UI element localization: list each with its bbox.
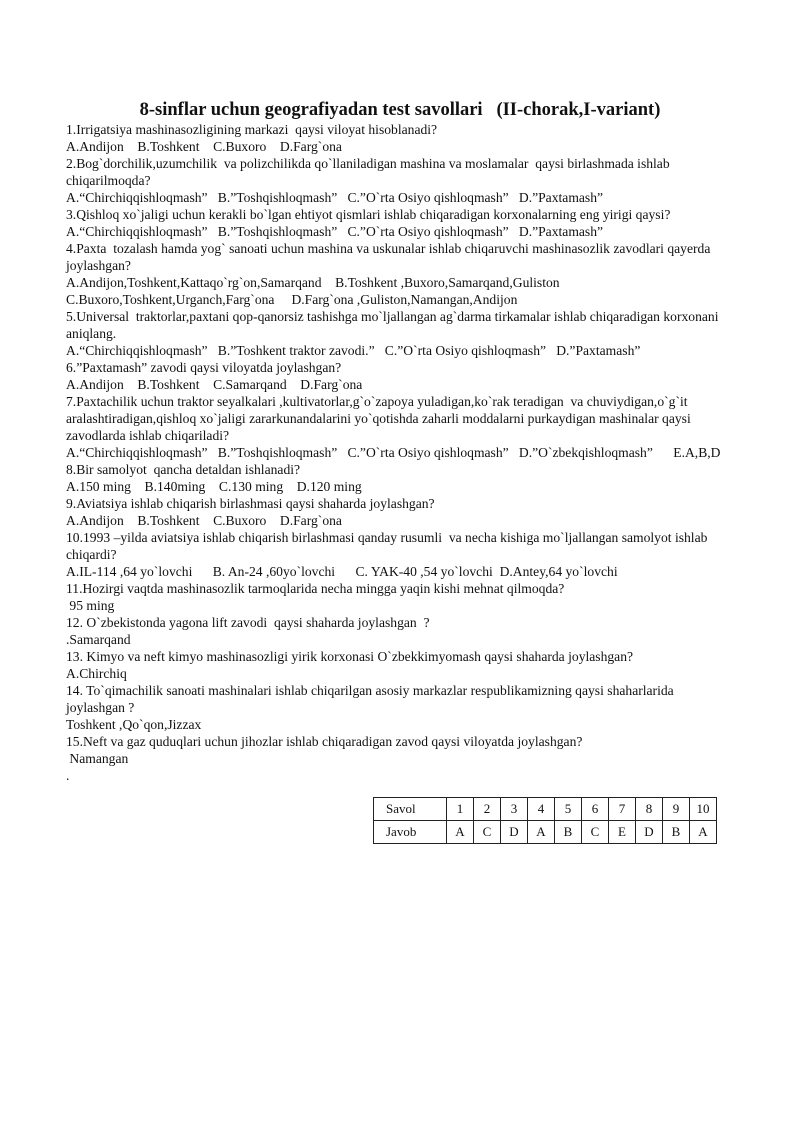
text-line: 13. Kimyo va neft kimyo mashinasozligi yirik korxonasi O`zbekkimyomash qaysi shaharda joylashgan? [66,649,634,664]
text-line: A.“Chirchiqqishloqmash” B.”Toshqishloqmash” C.”O`rta Osiyo qishloqmash” D.”O`zbekqishloqmash” E.A,B,D [66,445,721,460]
question-number-cell: 10 [690,798,717,821]
text-line: A.150 ming B.140ming C.130 ming D.120 ming [66,479,362,494]
question-number-cell: 5 [555,798,582,821]
answer-cell: C [582,821,609,844]
row-label-savol: Savol [374,798,447,821]
text-line: A.Chirchiq [66,666,127,681]
answer-row [374,821,717,844]
text-line: chiqardi? [66,547,117,562]
answer-cell: D [636,821,663,844]
question-number-row [374,798,717,821]
text-line: 15.Neft va gaz quduqlari uchun jihozlar ishlab chiqaradigan zavod qaysi viloyatda joylashgan? [66,734,583,749]
answer-key-table [373,797,717,844]
text-line: . [66,768,70,783]
answer-cell: C [474,821,501,844]
question-number-cell: 3 [501,798,528,821]
text-line: aralashtiradigan,qishloq xo`jaligi zararkunandalarini yo`qotishda zaharli moddalarni purkaydigan mashinalar qaysi [66,411,691,426]
question-number-cell: 9 [663,798,690,821]
text-line: 8.Bir samolyot qancha detaldan ishlanadi? [66,462,301,477]
text-line: A.Andijon B.Toshkent C.Buxoro D.Farg`ona [66,513,342,528]
question-number-cell: 4 [528,798,555,821]
text-line: Namangan [66,751,129,766]
text-line: A.Andijon B.Toshkent C.Buxoro D.Farg`ona [66,139,342,154]
answer-cell: A [690,821,717,844]
question-number-cell: 8 [636,798,663,821]
answer-cell: A [447,821,474,844]
text-line: 11.Hozirgi vaqtda mashinasozlik tarmoqlarida necha mingga yaqin kishi mehnat qilmoqda? [66,581,565,596]
text-line: 12. O`zbekistonda yagona lift zavodi qaysi shaharda joylashgan ? [66,615,430,630]
text-line: joylashgan? [66,258,131,273]
text-line: 14. To`qimachilik sanoati mashinalari ishlab chiqarilgan asosiy markazlar respublikamizning qaysi shaharlarida [66,683,674,698]
text-line: A.Andijon,Toshkent,Kattaqo`rg`on,Samarqand B.Toshkent ,Buxoro,Samarqand,Guliston [66,275,560,290]
text-line: chiqarilmoqda? [66,173,151,188]
text-line: A.IL-114 ,64 yo`lovchi B. An-24 ,60yo`lovchi C. YAK-40 ,54 yo`lovchi D.Antey,64 yo`lovchi [66,564,618,579]
answer-cell: B [555,821,582,844]
text-line: 9.Aviatsiya ishlab chiqarish birlashmasi qaysi shaharda joylashgan? [66,496,435,511]
text-line: 95 ming [66,598,115,613]
text-line: A.“Chirchiqqishloqmash” B.”Toshkent traktor zavodi.” C.”O`rta Osiyo qishloqmash” D.”Paxtamash” [66,343,641,358]
text-line: aniqlang. [66,326,117,341]
question-number-cell: 2 [474,798,501,821]
answer-cell: D [501,821,528,844]
question-number-cell: 7 [609,798,636,821]
question-number-cell: 1 [447,798,474,821]
answer-cell: A [528,821,555,844]
text-line: 7.Paxtachilik uchun traktor seyalkalari ,kultivatorlar,g`o`zapoya yuladigan,ko`rak teradigan va chuviydigan,o`g`it [66,394,688,409]
text-line: 6.”Paxtamash” zavodi qaysi viloyatda joylashgan? [66,360,342,375]
text-line: 2.Bog`dorchilik,uzumchilik va polizchilikda qo`llaniladigan mashina va moslamalar qaysi birlashmada ishlab [66,156,670,171]
text-line: zavodlarda ishlab chiqariladi? [66,428,230,443]
text-line: A.Andijon B.Toshkent C.Samarqand D.Farg`ona [66,377,363,392]
row-label-javob: Javob [374,821,447,844]
answer-cell: E [609,821,636,844]
text-line: 4.Paxta tozalash hamda yog` sanoati uchun mashina va uskunalar ishlab chiqaruvchi mashinasozlik zavodlari qayerda [66,241,711,256]
text-line: 10.1993 –yilda aviatsiya ishlab chiqarish birlashmasi qanday rusumli va necha kishiga mo`ljallangan samolyot ishlab [66,530,708,545]
text-line: A.“Chirchiqqishloqmash” B.”Toshqishloqmash” C.”O`rta Osiyo qishloqmash” D.”Paxtamash” [66,190,604,205]
answer-cell: B [663,821,690,844]
text-line: .Samarqand [66,632,131,647]
question-list [66,121,781,784]
text-line: 1.Irrigatsiya mashinasozligining markazi qaysi viloyat hisoblanadi? [66,122,438,137]
text-line: Toshkent ,Qo`qon,Jizzax [66,717,202,732]
text-line: 3.Qishloq xo`jaligi uchun kerakli bo`lgan ehtiyot qismlari ishlab chiqaradigan korxonalarning eng yirigi qaysi? [66,207,671,222]
text-line: joylashgan ? [66,700,135,715]
question-number-cell: 6 [582,798,609,821]
text-line: 5.Universal traktorlar,paxtani qop-qanorsiz tashishga mo`ljallangan ag`darma tirkamalar ishlab chiqaradigan korxonani [66,309,719,324]
text-line: A.“Chirchiqqishloqmash” B.”Toshqishloqmash” C.”O`rta Osiyo qishloqmash” D.”Paxtamash” [66,224,604,239]
document-title: 8-sinflar uchun geografiyadan test savollari (II-chorak,I-variant) [139,100,661,120]
text-line: C.Buxoro,Toshkent,Urganch,Farg`ona D.Farg`ona ,Guliston,Namangan,Andijon [66,292,518,307]
